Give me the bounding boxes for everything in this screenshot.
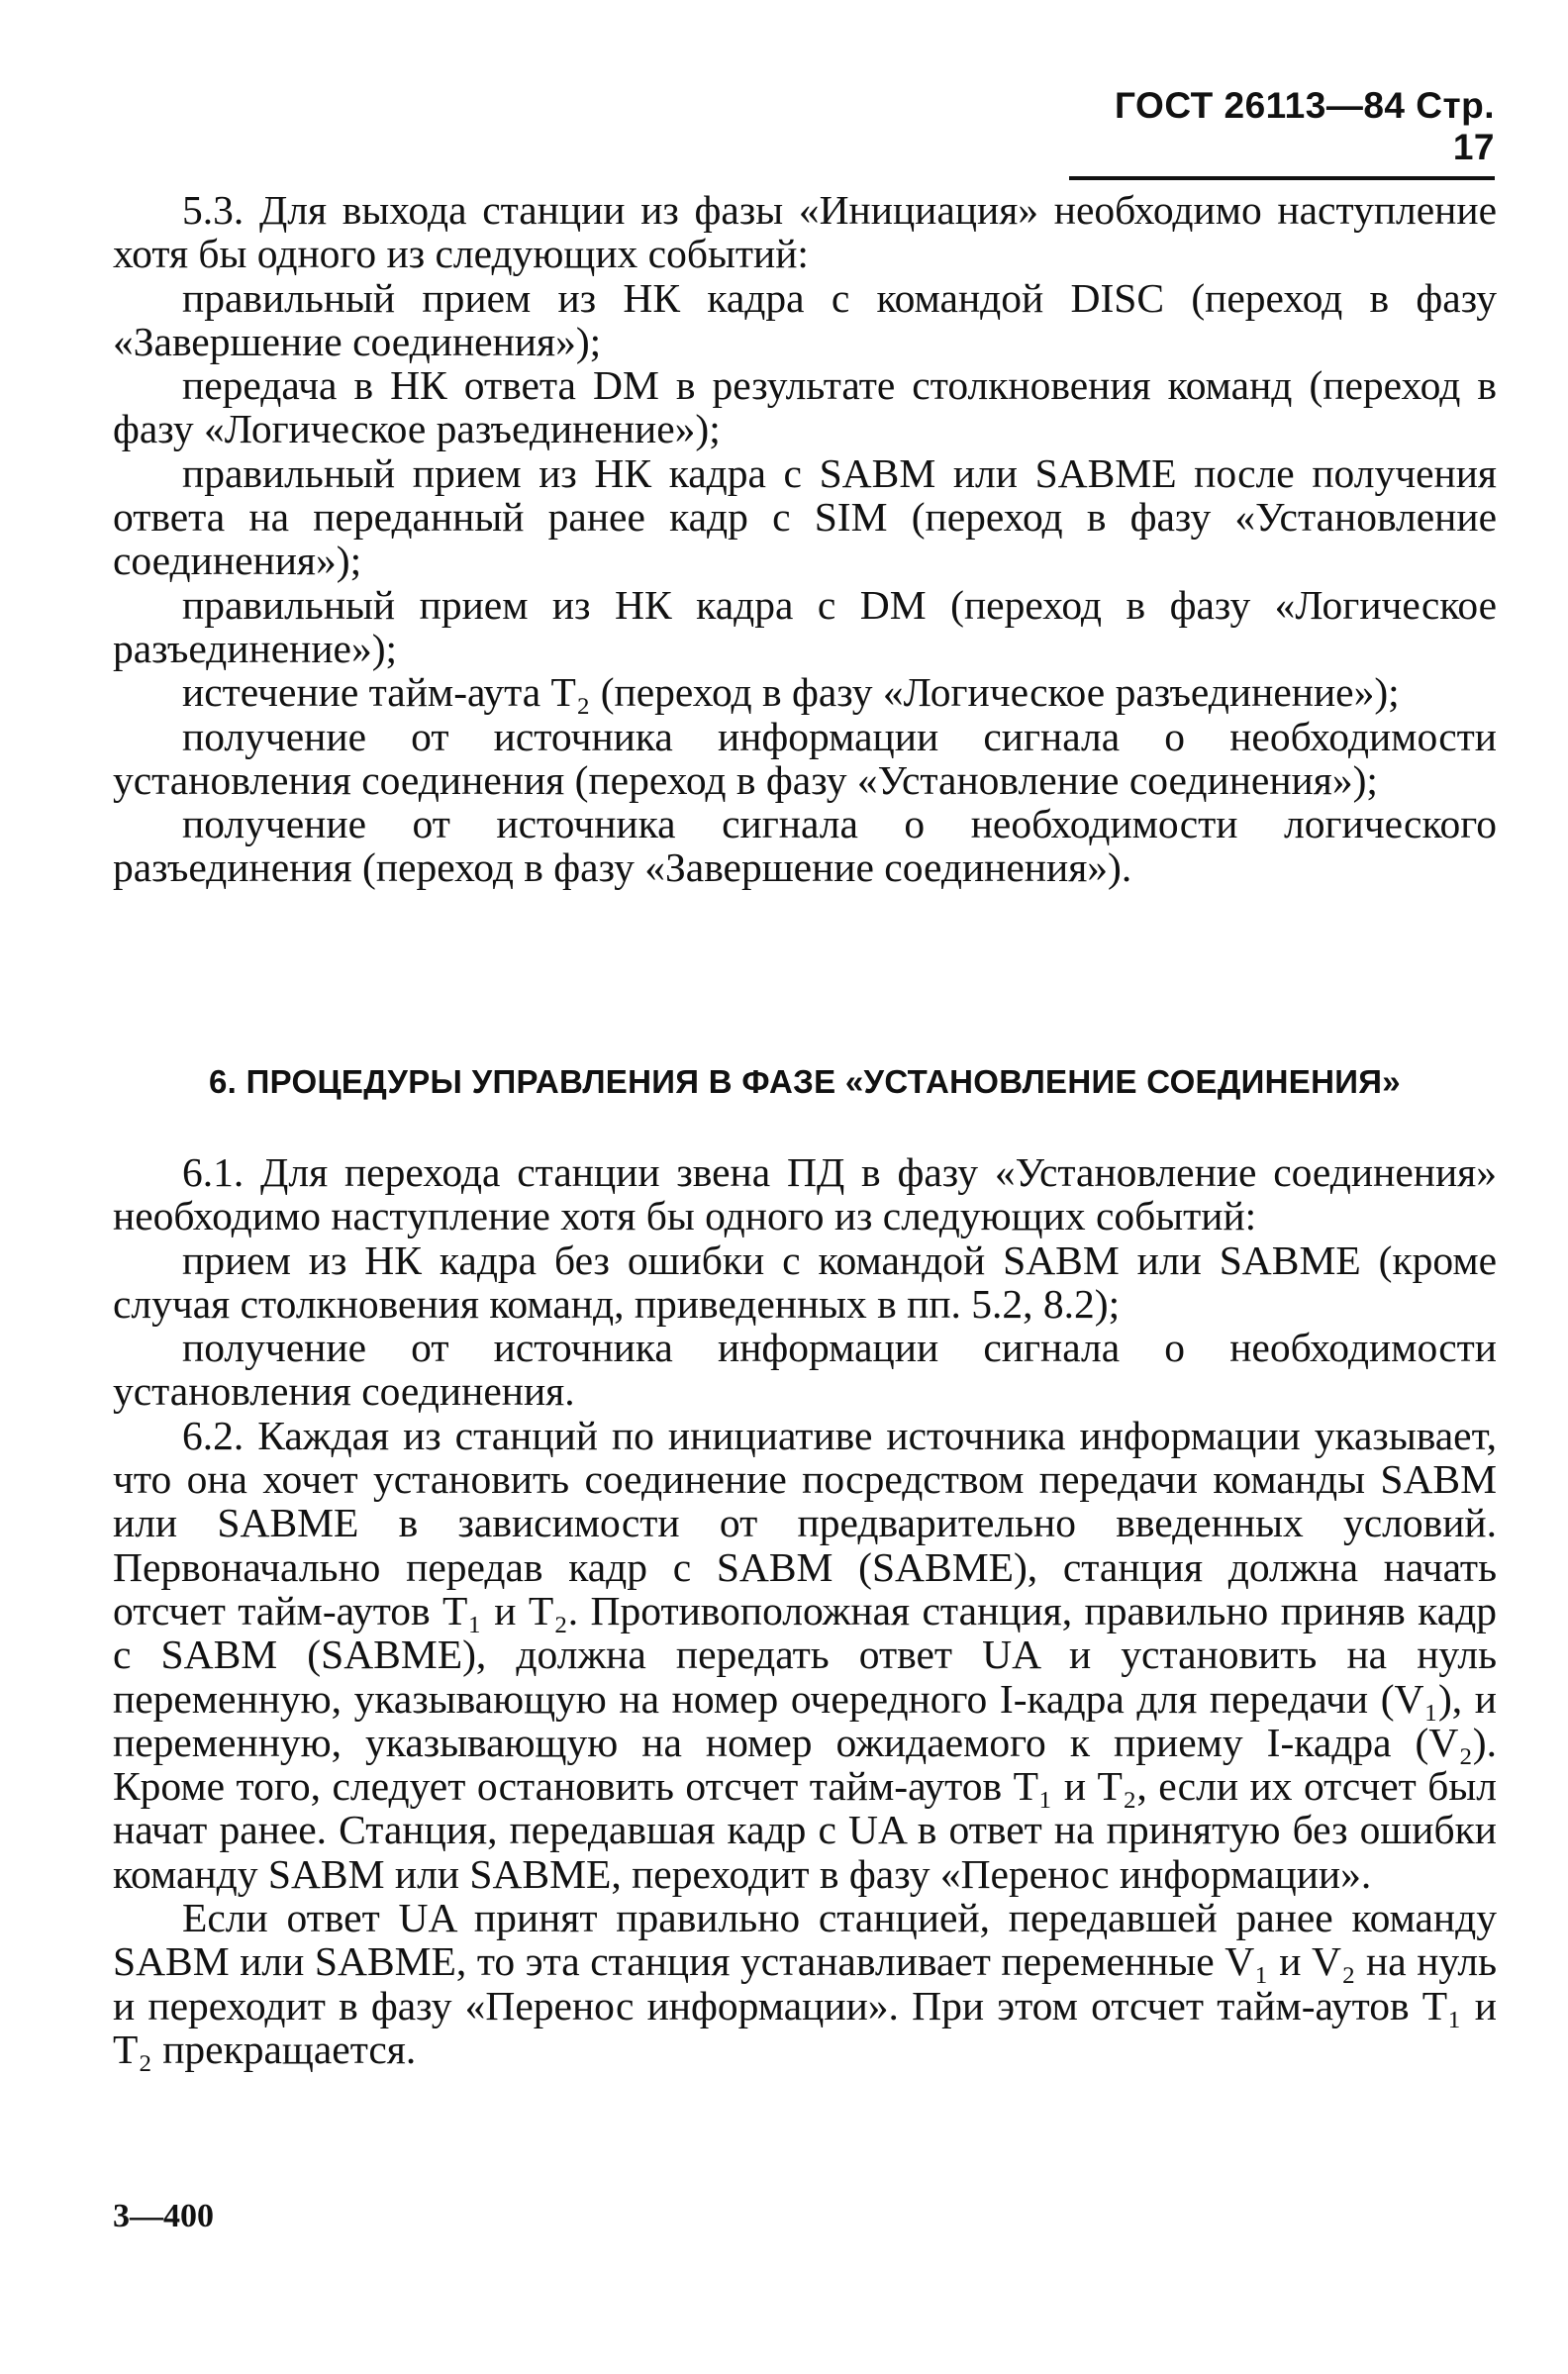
list-item: правильный прием из НК кадра с командой DISC (переход в фазу «Завершение соединения»); (113, 274, 1497, 364)
paragraph-5-3: 5.3. Для выхода станции из фазы «Инициация» необходимо наступление хотя бы одного из следующих событий: (113, 187, 1497, 277)
list-item: правильный прием из НК кадра с SABM или SABME после получения ответа на переданный ранее кадр с SIM (переход в фазу «Установление соединения»); (113, 449, 1497, 584)
section-6-body (113, 1150, 1497, 2071)
list-item: истечение тайм-аута T₂ (переход в фазу «Логическое разъединение»); (182, 669, 1400, 716)
paragraph-6-2: 6.2. Каждая из станций по инициативе источника информации указывает, что она хочет установить соединение посредством передачи команды SABM или SABME в зависимости от предварительно введенных условий. Первоначально передав кадр с SABM (SABME), станция должна начать отсчет тайм-аутов T₁ и T₂. Противоположная станция, правильно приняв кадр с SABM (SABME), должна передать ответ UA и установить на нуль переменную, указывающую на номер очередного I-кадра для передачи (V₁), и переменную, указывающую на номер ожидаемого к приему I-кадра (V₂). Кроме того, следует остановить отсчет тайм-аутов T₁ и T₂, если их отсчет был начат ранее. Станция, передавшая кадр с UA в ответ на принятую без ошибки команду SABM или SABME, переходит в фазу «Перенос информации». (113, 1412, 1497, 1897)
paragraph-6-2-continuation: Если ответ UA принят правильно станцией, передавшей ранее команду SABM или SABME, то эта станция устанавливает переменные V₁ и V₂ на нуль и переходит в фазу «Перенос информации». При этом отсчет тайм-аутов T₁ и T₂ прекращается. (113, 1895, 1497, 2072)
page-header: ГОСТ 26113—84 Стр. 17 (1069, 85, 1495, 180)
section-5-3 (113, 188, 1497, 890)
list-item: правильный прием из НК кадра с DM (переход в фазу «Логическое разъединение»); (113, 581, 1497, 671)
list-item: прием из НК кадра без ошибки с командой SABM или SABME (кроме случая столкновения команд, приведенных в пп. 5.2, 8.2); (113, 1236, 1497, 1327)
section-6-heading: 6. ПРОЦЕДУРЫ УПРАВЛЕНИЯ В ФАЗЕ «УСТАНОВЛЕНИЕ СОЕДИНЕНИЯ» (209, 1063, 1401, 1100)
list-item: передача в НК ответа DM в результате столкновения команд (переход в фазу «Логическое разъединение»); (113, 362, 1497, 452)
list-item: получение от источника сигнала о необходимости логического разъединения (переход в фазу «Завершение соединения»). (113, 801, 1497, 891)
page-footer: 3—400 (113, 2198, 214, 2234)
list-item: получение от источника информации сигнала о необходимости установления соединения (переход в фазу «Установление соединения»); (113, 713, 1497, 803)
list-item: получение от источника информации сигнала о необходимости установления соединения. (113, 1325, 1497, 1415)
paragraph-6-1: 6.1. Для перехода станции звена ПД в фазу «Установление соединения» необходимо наступление хотя бы одного из следующих событий: (113, 1149, 1497, 1239)
